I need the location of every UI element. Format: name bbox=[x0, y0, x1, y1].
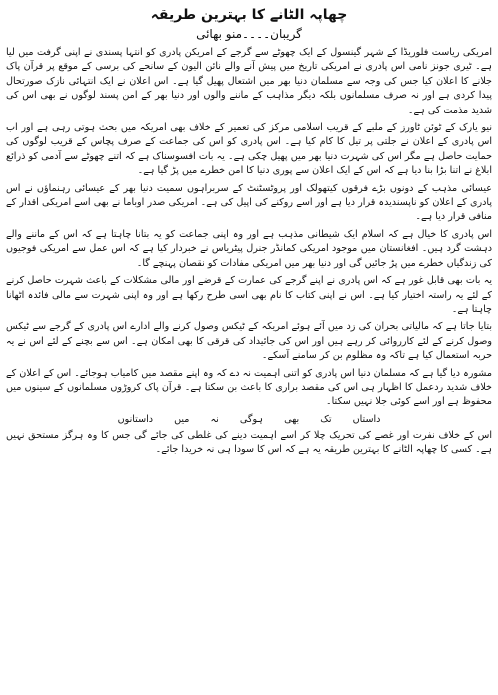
article-paragraph: بتایا جاتا ہے کہ مالیاتی بحران کی زد میں آئے ہوئے امریکہ کے ٹیکس وصول کرنے والے ادارے اس پادری کے گرجے سے ٹیکس وصول کرنے کے لئے کارروائی کر رہے ہیں اور اس کی جائیداد کی قرقی کا بھی امکان ہے۔ اس سے بچنے کے لئے اس نے یہ حربہ استعمال کیا ہے تاکہ وہ مظلوم بن کر سامنے آسکے۔ bbox=[6, 321, 492, 362]
verse-word: ہوگی bbox=[239, 413, 264, 425]
poetry-verse bbox=[6, 413, 492, 427]
article-paragraph: نیو یارک کے ٹوئن ٹاورز کے ملبے کے قریب اسلامی مرکز کی تعمیر کے خلاف بھی امریکہ میں بحث ہوتی رہی ہے اور اب اس پادری کے اعلان نے جلتی پر تیل کا کام کیا ہے۔ اس پادری کو اس کی جماعت کے صرف پچاس کے قریب لوگوں کی حمایت حاصل ہے مگر اس کی شہرت دنیا بھر میں پھیل چکی ہے۔ یہ بات افسوسناک ہے کہ اتنے چھوٹے سے آدمی کو ذرائع ابلاغ نے اتنا بڑا بنا دیا ہے کہ اس کے ایک اعلان سے پوری دنیا کا امن خطرے میں پڑ گیا ہے۔ bbox=[6, 122, 492, 177]
article-paragraph: اس پادری کا خیال ہے کہ اسلام ایک شیطانی مذہب ہے اور وہ اپنی جماعت کو یہ بتانا چاہتا ہے کہ اس کے ماننے والے دہشت گرد ہیں۔ افغانستان میں موجود امریکی کمانڈر جنرل پیٹریاس نے خبردار کیا ہے کہ اس عمل سے امریکی فوجیوں کی زندگیاں خطرے میں پڑ جائیں گی اور دنیا بھر میں امریکی مفادات کو نقصان پہنچے گا۔ bbox=[6, 228, 492, 269]
article-byline: گریبان۔۔۔۔منو بھائی bbox=[196, 27, 302, 41]
article-paragraph: مشورہ دیا گیا ہے کہ مسلمان دنیا اس پادری کو اتنی اہمیت نہ دے کہ وہ اپنے مقصد میں کامیاب ہوجائے۔ اس کے اعلان کے خلاف شدید ردعمل کا اظہار ہی اس کی مقصد براری کا باعث بن سکتا ہے۔ قرآن پاک کروڑوں مسلمانوں کے سینوں میں محفوظ ہے اور اسے کوئی جلا نہیں سکتا۔ bbox=[6, 367, 492, 408]
article-closing-paragraph: اس کے خلاف نفرت اور غصے کی تحریک چلا کر اسے اہمیت دینے کی غلطی کی جائے گی جس کا وہ ہرگز مستحق نہیں ہے۔ کسی کا چھاپہ الٹانے کا بہترین طریقہ یہ ہے کہ اس کا سودا ہی نہ خریدا جائے۔ bbox=[6, 429, 492, 456]
article-title: چھاپہ الٹانے کا بہترین طریقہ bbox=[150, 7, 348, 23]
verse-word: داستاں bbox=[352, 413, 381, 425]
article-paragraph: عیسائی مذہب کے دونوں بڑے فرقوں کیتھولک اور پروٹسٹنٹ کے سربراہوں سمیت دنیا بھر کے عیسائی رہنماؤں نے اس پادری کے اعلان کو ناپسندیدہ قرار دیا ہے اور اسے روکنے کی اپیل کی ہے۔ امریکی صدر اوباما نے بھی اسے امریکی اقدار کے منافی قرار دیا ہے۔ bbox=[6, 182, 492, 223]
verse-word: بھی bbox=[284, 413, 300, 425]
verse-word: داستانوں bbox=[117, 413, 154, 425]
verse-word: میں bbox=[174, 413, 190, 425]
verse-word: نہ bbox=[210, 413, 219, 425]
verse-word: تک bbox=[320, 413, 332, 425]
article-paragraph: یہ بات بھی قابل غور ہے کہ اس پادری نے اپنے گرجے کی عمارت کے قرضے اور مالی مشکلات کے باعث شہرت حاصل کرنے کے لئے یہ راستہ اختیار کیا ہے۔ اس نے اپنی کتاب کا نام بھی اسی طرح رکھا ہے اور وہ اپنی شہرت سے مالی فائدہ اٹھانا چاہتا ہے۔ bbox=[6, 275, 492, 315]
article-paragraph: امریکی ریاست فلوریڈا کے شہر گینسول کے ایک چھوٹے سے گرجے کے امریکن پادری کو انتہا پسندی نے اپنی گرفت میں لیا ہے۔ ٹیری جونز نامی اس پادری نے امریکی تاریخ میں پیش آنے والے نائن الیون کے سانحے کی برسی کے موقع پر قرآن پاک جلانے کا اعلان کیا جس کی وجہ سے مسلمان دنیا بھر میں اشتعال پھیل گیا ہے۔ اس اعلان نے ایک انتہائی نازک صورتحال پیدا کردی ہے اور نہ صرف مسلمانوں بلکہ دیگر مذاہب کے ماننے والوں اور دنیا بھر کے امن پسند لوگوں نے بھی اس کی شدید مذمت کی ہے۔ bbox=[6, 47, 492, 116]
